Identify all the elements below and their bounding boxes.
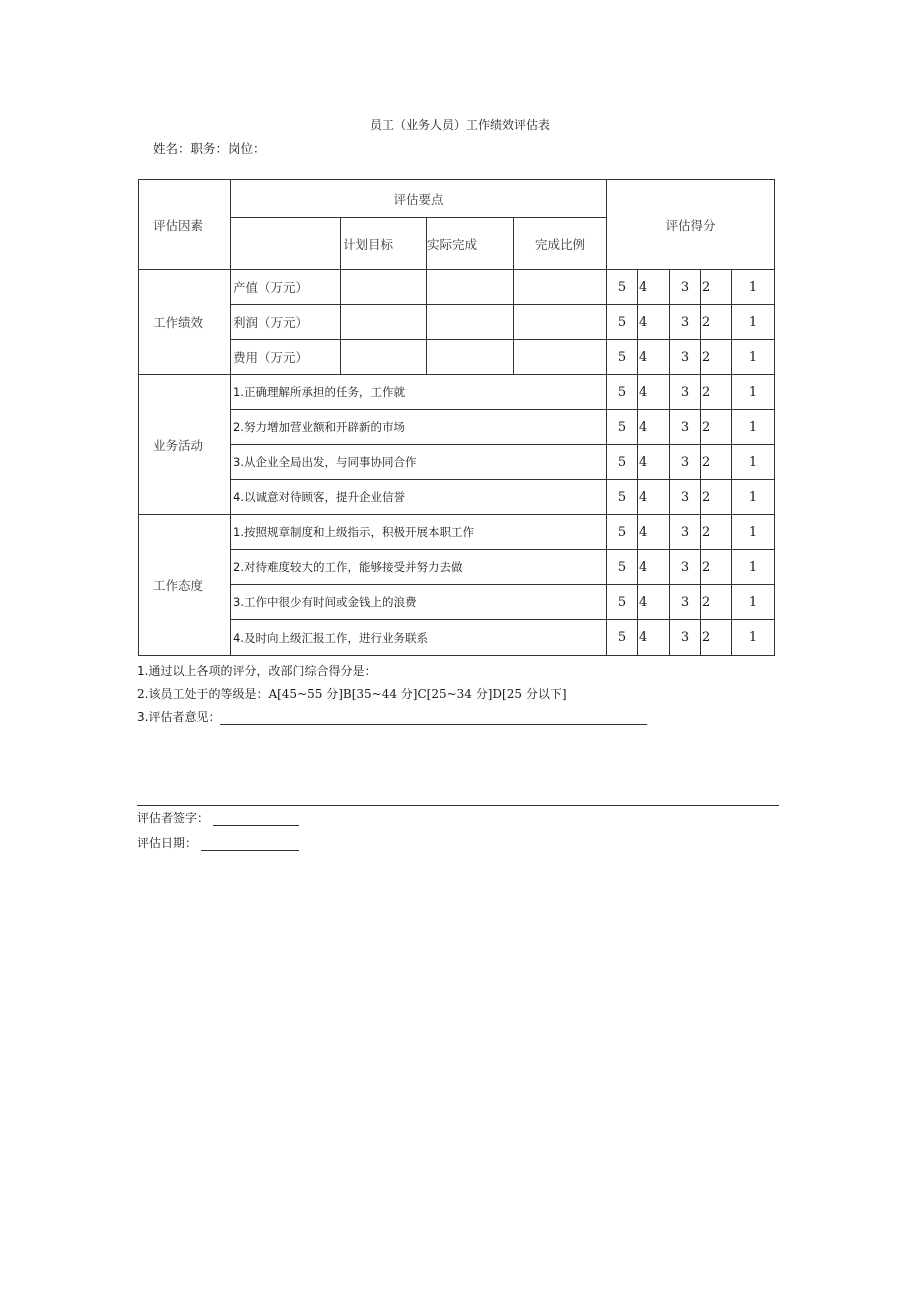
score-3[interactable]: 3 [670,375,701,410]
score-2[interactable]: 2 [701,480,732,515]
plan-cell[interactable] [341,340,427,375]
header-plan: 计划目标 [341,218,427,270]
score-2[interactable]: 2 [701,550,732,585]
score-5[interactable]: 5 [607,620,638,656]
signature-row [137,809,299,826]
group-name: 工作态度 [139,515,231,656]
header-ratio: 完成比例 [514,218,607,270]
signature-label: 评估者签字： [137,811,210,825]
score-5[interactable]: 5 [607,375,638,410]
item-label: 1.按照规章制度和上级指示，积极开展本职工作 [231,515,607,550]
score-3[interactable]: 3 [670,620,701,656]
score-5[interactable]: 5 [607,410,638,445]
ratio-cell[interactable] [514,270,607,305]
form-subtitle: 姓名：职务：岗位： [153,141,266,156]
evaluation-table [138,179,775,656]
group-name: 工作绩效 [139,270,231,375]
score-5[interactable]: 5 [607,515,638,550]
note-line-2: 2.该员工处于的等级是：A[45~55 分]B[35~44 分]C[25~34 分]D[25 分以下] [137,687,567,701]
score-1[interactable]: 1 [732,375,775,410]
score-2[interactable]: 2 [701,305,732,340]
item-label: 利润（万元） [231,305,341,340]
item-label: 费用（万元） [231,340,341,375]
score-4[interactable]: 4 [638,340,670,375]
score-1[interactable]: 1 [732,305,775,340]
note-line-3 [137,708,647,725]
ratio-cell[interactable] [514,340,607,375]
score-2[interactable]: 2 [701,410,732,445]
score-3[interactable]: 3 [670,480,701,515]
score-2[interactable]: 2 [701,375,732,410]
score-1[interactable]: 1 [732,585,775,620]
header-points: 评估要点 [231,180,607,218]
score-2[interactable]: 2 [701,340,732,375]
score-3[interactable]: 3 [670,270,701,305]
score-4[interactable]: 4 [638,585,670,620]
date-input-line[interactable] [201,838,299,851]
item-label: 2.对待难度较大的工作，能够接受并努力去做 [231,550,607,585]
opinion-input-line[interactable] [220,712,647,725]
score-3[interactable]: 3 [670,305,701,340]
score-5[interactable]: 5 [607,445,638,480]
date-label: 评估日期： [137,836,198,850]
item-label: 产值（万元） [231,270,341,305]
plan-cell[interactable] [341,305,427,340]
item-label: 4.以诚意对待顾客，提升企业信誉 [231,480,607,515]
score-1[interactable]: 1 [732,410,775,445]
score-4[interactable]: 4 [638,515,670,550]
item-label: 2.努力增加营业额和开辟新的市场 [231,410,607,445]
score-4[interactable]: 4 [638,410,670,445]
date-row [137,834,299,851]
item-label: 1.正确理解所承担的任务，工作就 [231,375,607,410]
actual-cell[interactable] [427,270,514,305]
note-line-1: 1.通过以上各项的评分，改部门综合得分是： [137,664,377,678]
signature-input-line[interactable] [213,813,299,826]
item-label: 3.工作中很少有时间或金钱上的浪费 [231,585,607,620]
header-score: 评估得分 [607,180,775,270]
score-3[interactable]: 3 [670,410,701,445]
score-3[interactable]: 3 [670,550,701,585]
score-1[interactable]: 1 [732,550,775,585]
score-4[interactable]: 4 [638,305,670,340]
score-5[interactable]: 5 [607,340,638,375]
score-4[interactable]: 4 [638,620,670,656]
item-label: 3.从企业全局出发，与同事协同合作 [231,445,607,480]
header-item-blank [231,218,341,270]
score-3[interactable]: 3 [670,445,701,480]
score-5[interactable]: 5 [607,550,638,585]
score-1[interactable]: 1 [732,620,775,656]
score-4[interactable]: 4 [638,550,670,585]
score-5[interactable]: 5 [607,585,638,620]
header-actual: 实际完成 [427,218,514,270]
actual-cell[interactable] [427,305,514,340]
score-1[interactable]: 1 [732,445,775,480]
ratio-cell[interactable] [514,305,607,340]
group-name: 业务活动 [139,375,231,515]
note-line-3-label: 3.评估者意见： [137,710,221,724]
score-4[interactable]: 4 [638,480,670,515]
item-label: 4.及时向上级汇报工作，进行业务联系 [231,620,607,656]
score-2[interactable]: 2 [701,445,732,480]
header-factor: 评估因素 [139,180,231,270]
score-5[interactable]: 5 [607,480,638,515]
score-5[interactable]: 5 [607,270,638,305]
actual-cell[interactable] [427,340,514,375]
score-2[interactable]: 2 [701,585,732,620]
score-4[interactable]: 4 [638,375,670,410]
score-3[interactable]: 3 [670,585,701,620]
score-3[interactable]: 3 [670,515,701,550]
form-title: 员工（业务人员）工作绩效评估表 [369,118,550,132]
score-1[interactable]: 1 [732,270,775,305]
score-3[interactable]: 3 [670,340,701,375]
score-2[interactable]: 2 [701,620,732,656]
score-1[interactable]: 1 [732,480,775,515]
score-4[interactable]: 4 [638,270,670,305]
score-1[interactable]: 1 [732,340,775,375]
section-divider [137,805,779,806]
score-4[interactable]: 4 [638,445,670,480]
score-2[interactable]: 2 [701,515,732,550]
score-1[interactable]: 1 [732,515,775,550]
score-2[interactable]: 2 [701,270,732,305]
plan-cell[interactable] [341,270,427,305]
score-5[interactable]: 5 [607,305,638,340]
